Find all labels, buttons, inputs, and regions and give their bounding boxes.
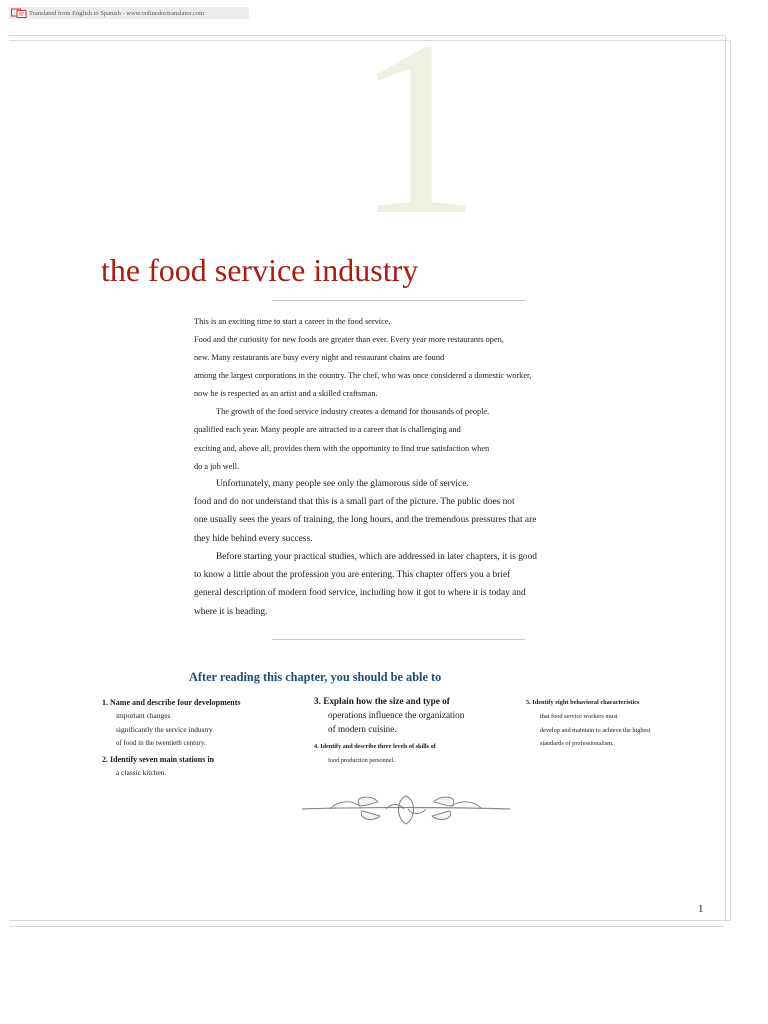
objective-item: 4. Identify and describe three levels of skills of: [314, 743, 436, 750]
body-line: food and do not understand that this is a small part of the picture. The public does not: [194, 497, 515, 507]
body-line: exciting and, above all, provides them with the opportunity to find true satisfaction when: [194, 444, 490, 453]
objective-item: 1. Name and describe four developments: [102, 698, 241, 707]
body-line: among the largest corporations in the country. The chef, who was once considered a domestic worker,: [194, 371, 532, 380]
body-divider: [272, 639, 525, 640]
objective-item: 5. Identify eight behavioral characteristics: [526, 699, 640, 706]
objective-item: a classic kitchen.: [116, 768, 167, 777]
objective-item: standards of professionalism.: [540, 740, 614, 747]
body-line: do a job well.: [194, 462, 240, 471]
chapter-title: the food service industry: [101, 252, 419, 288]
objective-item: significantly the service industry: [116, 725, 213, 734]
body-line: qualified each year. Many people are attracted to a career that is challenging and: [194, 425, 461, 434]
body-line: new. Many restaurants are busy every night and restaurant chains are found: [194, 353, 445, 362]
translator-logo-icon: [11, 8, 27, 18]
page-frame-bottom: [9, 920, 731, 921]
body-line: Unfortunately, many people see only the glamorous side of service.: [216, 479, 469, 489]
body-line: Before starting your practical studies, which are addressed in later chapters, it is good: [216, 552, 537, 562]
leaf-ornament-icon: [300, 792, 512, 828]
body-line: Food and the curiosity for new foods are greater than ever. Every year more restaurants open,: [194, 335, 504, 344]
objective-item: 2. Identify seven main stations in: [102, 755, 215, 764]
objective-item: important changes: [116, 711, 171, 720]
body-line: general description of modern food service, including how it got to where it is today and: [194, 588, 526, 598]
chapter-number: 1: [355, 0, 480, 267]
objective-item: of food in the twentieth century.: [116, 739, 206, 747]
objective-item: food production personnel.: [328, 757, 395, 764]
objective-item: that food service workers must: [540, 713, 618, 720]
page-frame-right-2: [730, 40, 731, 920]
body-line: they hide behind every success.: [194, 534, 313, 544]
objectives-heading: After reading this chapter, you should be able to: [189, 670, 442, 684]
body-line: The growth of the food service industry creates a demand for thousands of people.: [216, 407, 490, 416]
page-frame-right: [725, 35, 726, 922]
title-divider: [272, 300, 525, 301]
translator-banner-text: Translated from English to Spanish - www.onlinedoctranslator.com: [29, 9, 205, 17]
objective-item: develop and maintain to achieve the highest: [540, 727, 651, 734]
page-number: 1: [698, 903, 704, 915]
objective-item: 3. Explain how the size and type of: [314, 696, 450, 706]
objective-item: of modern cuisine.: [328, 724, 397, 734]
body-line: one usually sees the years of training, the long hours, and the tremendous pressures that are: [194, 515, 537, 525]
translator-banner: [9, 7, 249, 19]
body-line: This is an exciting time to start a career in the food service.: [194, 317, 391, 326]
page-frame-bottom-2: [9, 926, 725, 927]
body-line: where it is heading.: [194, 607, 268, 617]
objective-item: operations influence the organization: [328, 710, 465, 720]
body-line: to know a little about the profession you are entering. This chapter offers you a brief: [194, 570, 511, 580]
body-line: now he is respected as an artist and a skilled craftsman.: [194, 389, 378, 398]
